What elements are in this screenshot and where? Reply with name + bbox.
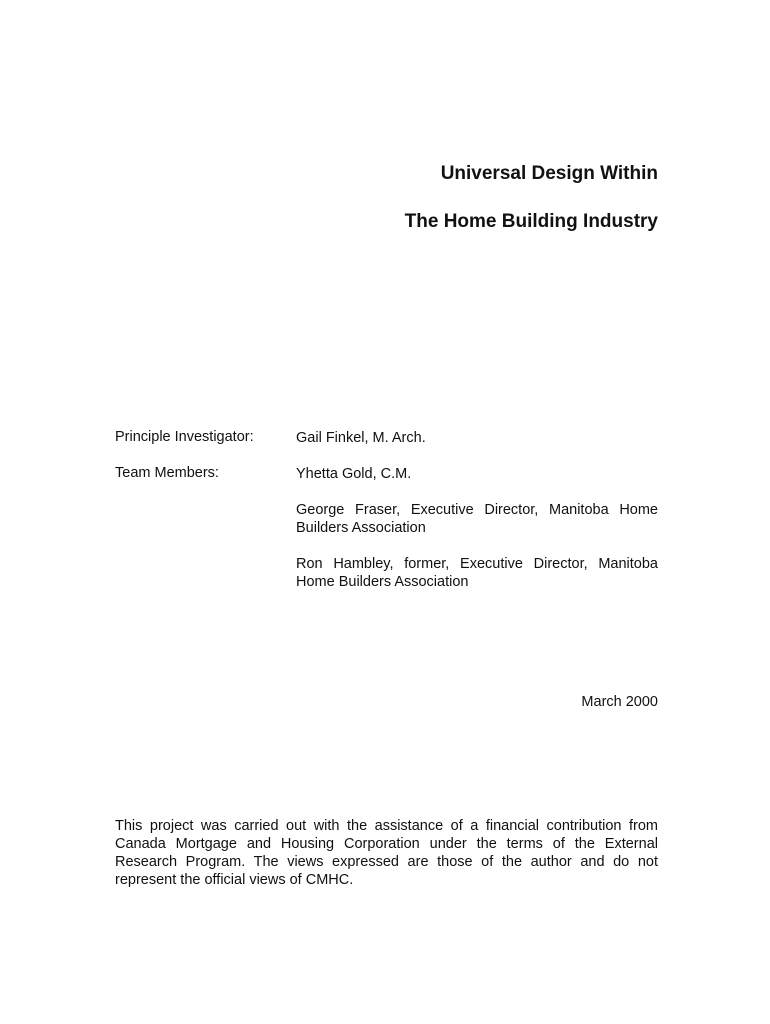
principal-investigator-label: Principle Investigator: xyxy=(115,429,254,445)
team-member-1: Yhetta Gold, C.M. xyxy=(296,466,412,482)
principal-investigator-value: Gail Finkel, M. Arch. xyxy=(296,430,426,446)
disclaimer-paragraph: This project was carried out with the assistance of a financial contribution from Canada Mortgage and Housing Corporation under the terms of the External Research Program. The views expressed are those of the author and do not represent the official views of CMHC. xyxy=(115,818,658,888)
team-member-2: George Fraser, Executive Director, Manitoba Home Builders Association xyxy=(296,502,658,536)
title-line-1: Universal Design Within xyxy=(440,163,658,184)
team-member-3: Ron Hambley, former, Executive Director, Manitoba Home Builders Association xyxy=(296,556,658,590)
team-members-label: Team Members: xyxy=(115,465,219,481)
title-line-2: The Home Building Industry xyxy=(404,211,658,232)
document-date: March 2000 xyxy=(581,694,658,710)
